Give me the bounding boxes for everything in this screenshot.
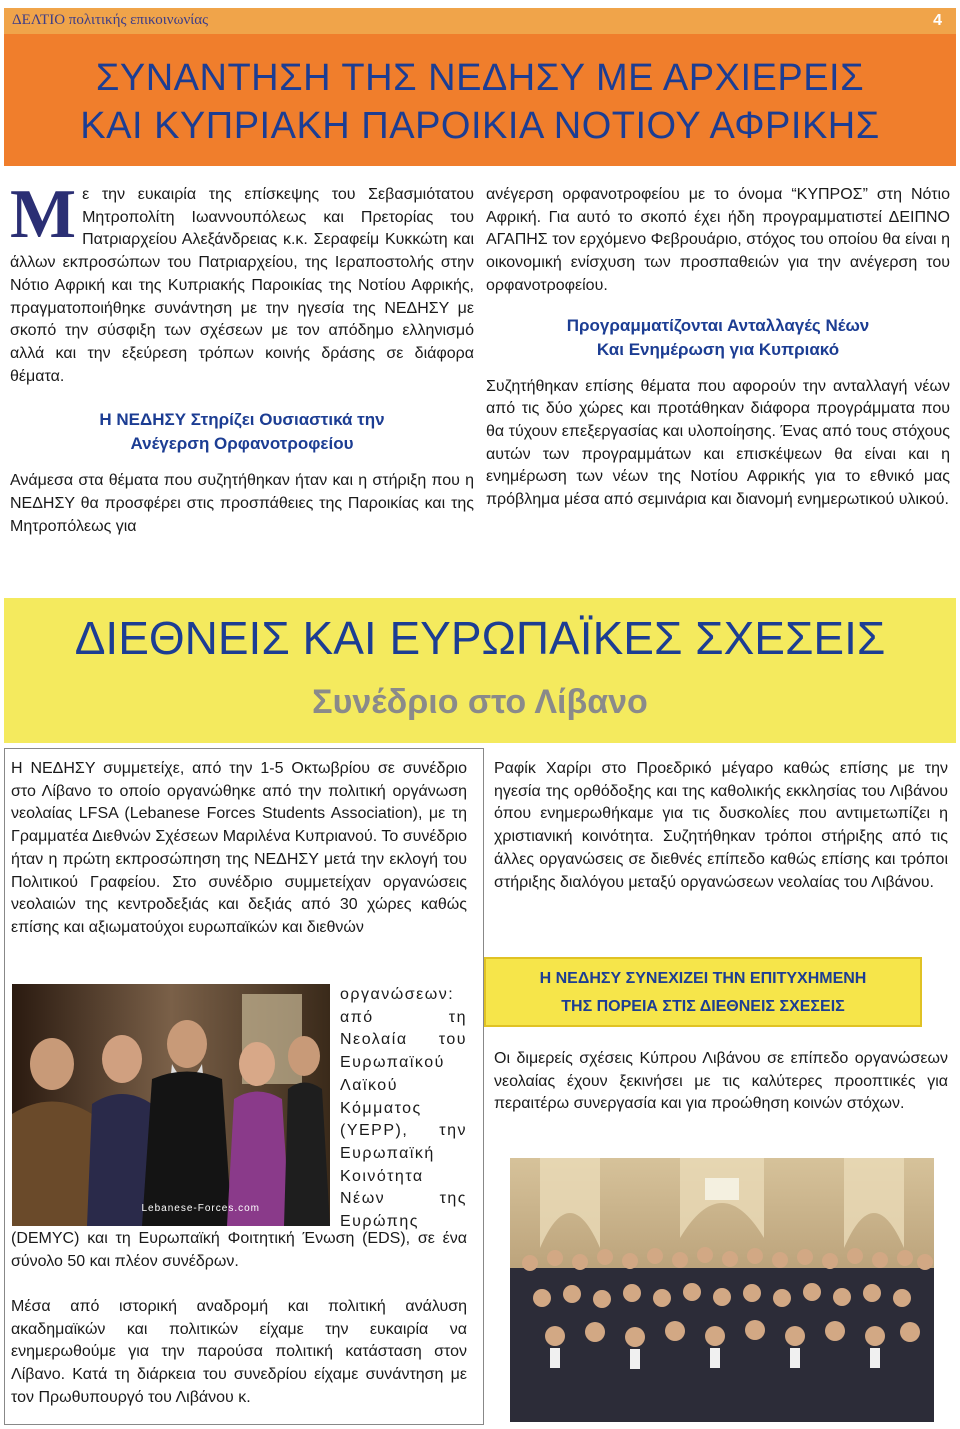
callout-box: [484, 957, 922, 1027]
article2-para1-side: οργανώσεων: από τη Νεολαία του Ευρωπαϊκού Λαϊκού Κόμματος (YEPP), την Ευρωπαϊκή Κοινότητα Νέων της Ευρώπης: [340, 986, 467, 1231]
article1-para3: ανέγερση ορφανοτροφείου με το όνομα “ΚΥΠΡΟΣ” στη Νότιο Αφρική. Για αυτό το σκοπό έχει ήδη προγραμματιστεί ΔΕΙΠΝΟ ΑΓΑΠΗΣ τον ερχόμενο Φεβρουάριο, στόχος του οποίου θα είναι η οικονομική ενίσχυση των προσπαθειών για την ανέγερση του ορφανοτροφείου.: [486, 186, 950, 294]
page-number: 4: [933, 12, 942, 29]
article2-para1-end: (DEMYC) και τη Ευρωπαϊκή Φοιτητική Ένωση (EDS), σε ένα σύνολο 50 και πλέον συνέδρων.: [11, 1230, 467, 1270]
article2-headline: [4, 598, 956, 743]
article1-subheading1-line2: Ανέγερση Ορφανοτροφείου: [130, 434, 354, 454]
article1-title-line1: ΣΥΝΑΝΤΗΣΗ ΤΗΣ ΝΕΔΗΣΥ ΜΕ ΑΡΧΙΕΡΕΙΣ: [95, 57, 865, 99]
dropcap: Μ: [10, 176, 77, 253]
bulletin-title: ΔΕΛΤΙΟ πολιτικής επικοινωνίας: [12, 12, 209, 28]
article1-para2: Ανάμεσα στα θέματα που συζητήθηκαν ήταν και η στήριξη που η ΝΕΔΗΣΥ θα προσφέρει στις προσπάθειες της Παροικίας και της Μητροπόλεως για: [10, 472, 474, 535]
article1-para1: ε την ευκαιρία της επίσκεψης του Σεβασμιότατου Μητροπολίτη Ιωαννουπόλεως και Πρετορίας του Πατριαρχείου Αλεξάνδρειας κ.κ. Σεραφείμ Κυκκώτη και άλλων εκπροσώπων του Πατριαρχείου, της Ιεραποστολής στην Νότιο Αφρική και της Κυπριακής Παροικίας της Νοτίου Αφρικής, πραγματοποιήθηκε συνάντηση με την ηγεσία της ΝΕΔΗΣΥ με σκοπό την σύσφιξη των σχέσεων με τον απόδημο ελληνισμό αλλά και την εξεύρεση τρόπων κοινής δράσης σε διάφορα θέματα.: [10, 186, 474, 385]
photo-group-conference: [510, 1158, 934, 1422]
article2-section-title: ΔΙΕΘΝΕΙΣ ΚΑΙ ΕΥΡΩΠΑΪΚΕΣ ΣΧΕΣΕΙΣ: [74, 612, 886, 664]
photo-watermark: Lebanese-Forces.com: [141, 1203, 260, 1214]
photo-meeting-archbishop: [12, 984, 330, 1226]
article1-subheading2-line2: Και Ενημέρωση για Κυπριακό: [596, 339, 840, 359]
article2-para4: Οι διμερείς σχέσεις Κύπρου Λιβάνου σε επίπεδο οργανώσεων νεολαίας έχουν ξεκινήσει με τις καλύτερες προοπτικές για περαιτέρω συνεργασία και για προώθηση κοινών στόχων.: [494, 1050, 948, 1113]
article1-left-column: [10, 176, 474, 538]
article1-right-column: [486, 184, 950, 512]
article1-title-line2: ΚΑΙ ΚΥΠΡΙΑΚΗ ΠΑΡΟΙΚΙΑ ΝΟΤΙΟΥ ΑΦΡΙΚΗΣ: [80, 105, 880, 147]
photo-meeting-archbishop-image: [12, 984, 330, 1226]
article1-subheading1-line1: Η ΝΕΔΗΣΥ Στηρίζει Ουσιαστικά την: [99, 410, 385, 430]
article1-para4: Συζητήθηκαν επίσης θέματα που αφορούν την ανταλλαγή νέων από τις δύο χώρες και προτάθηκαν διάφορα προγράμματα που θα τύχουν επεξεργασίας και υλοποίησης. Ένας από τους στόχους αυτών των προγραμμάτων και επισκέψεων θα είναι και η ενημέρωση των νέων της Νοτίου Αφρικής για το εθνικό μας πρόβλημα μέσα από σεμινάρια και διανομή ενημερωτικού υλικού.: [486, 377, 950, 509]
photo-group-conference-image: [510, 1158, 934, 1422]
article2-para1: Η ΝΕΔΗΣΥ συμμετείχε, από την 1-5 Οκτωβρίου σε συνέδριο στο Λίβανο το οποίο οργανώθηκε από την πολιτική οργάνωση νεολαίας LFSA (Lebanese Forces Students Association), με τη Γραμματέα Διεθνών Σχέσεων Μαριλένα Κυπριανού. Το συνέδριο ήταν η πρώτη εκπροσώπηση της ΝΕΔΗΣΥ μετά την εκλογή του Πολιτικού Γραφείου. Στο συνέδριο συμμετείχαν οργανώσεις νεολαιών της κεντροδεξιάς και δεξιάς από 30 χώρες καθώς επίσης και αξιωματούχοι ευρωπαϊκών και διεθνών: [11, 760, 467, 936]
article2-subtitle: Συνέδριο στο Λίβανο: [312, 683, 648, 721]
header-bar: [4, 8, 956, 34]
article2-para3: Ραφίκ Χαρίρι στο Προεδρικό μέγαρο καθώς επίσης με την ηγεσία της ορθόδοξης και της καθολικής εκκλησίας του Λιβάνου όπου ενημερωθήκαμε για τις δυσκολίες που αντιμετωπίζει η χριστιανική κοινότητα. Συζητήθηκαν τρόποι στήριξης από τις άλλες οργανώσεις σε διεθνές επίπεδο καθώς επίσης και τρόποι στήριξης διαλόγου μεταξύ οργανώσεων νεολαίας του Λιβάνου.: [494, 760, 948, 891]
article1-subheading2-line1: Προγραμματίζονται Ανταλλαγές Νέων: [566, 315, 870, 335]
article1-subheading2: [486, 314, 950, 362]
callout-line2: ΤΗΣ ΠΟΡΕΙΑ ΣΤΙΣ ΔΙΕΘΝΕΙΣ ΣΧΕΣΕΙΣ: [561, 998, 845, 1015]
callout-line1: Η ΝΕΔΗΣΥ ΣΥΝΕΧΙΖΕΙ ΤΗΝ ΕΠΙΤΥΧΗΜΕΝΗ: [539, 970, 867, 987]
article2-para2: Μέσα από ιστορική αναδρομή και πολιτική ανάλυση ακαδημαϊκών και πολιτικών είχαμε την ευκαιρία να ενημερωθούμε για την παρούσα πολιτική κατάσταση στον Λίβανο. Κατά τη διάρκεια του συνεδρίου είχαμε συνάντηση με τον Πρωθυπουργό του Λιβάνου κ.: [11, 1298, 467, 1406]
article1-headline: [4, 34, 956, 166]
article1-subheading1: [10, 408, 474, 456]
article1-intro-paragraph: [10, 176, 474, 388]
